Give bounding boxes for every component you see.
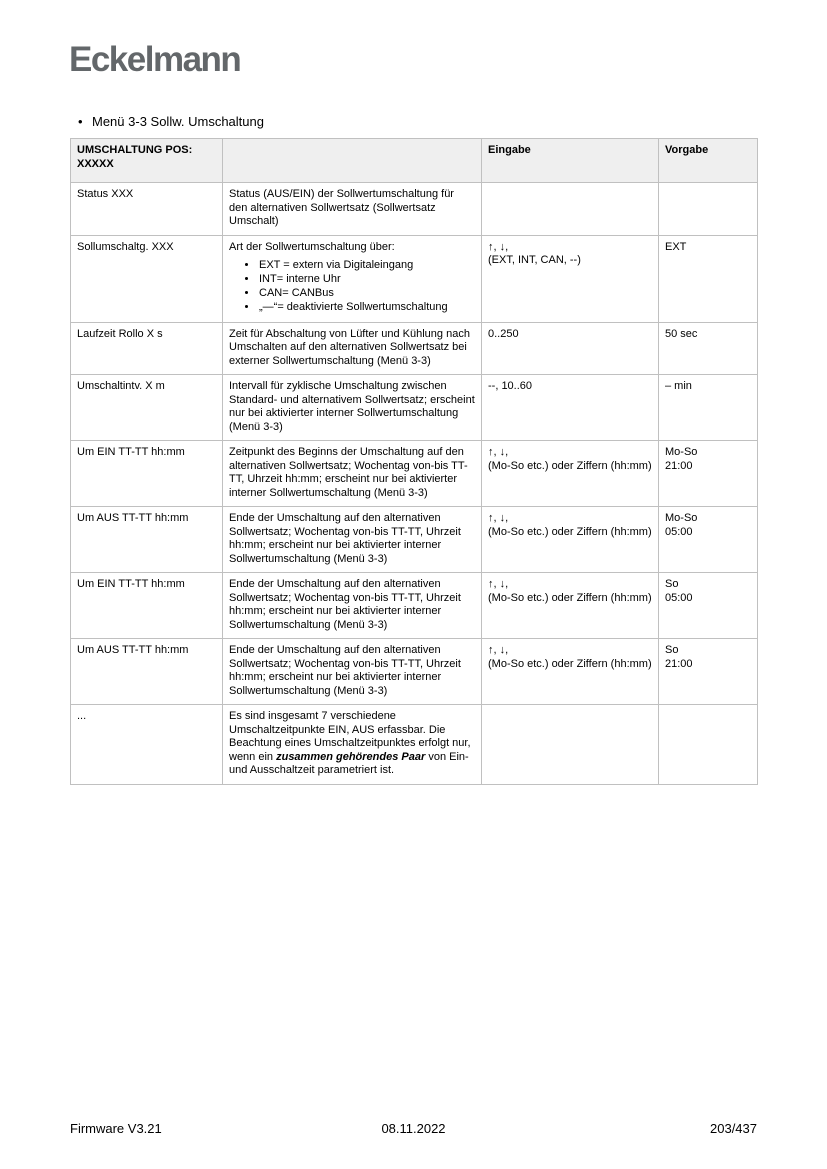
vorgabe-line: 50 sec — [665, 327, 698, 340]
description-cell — [223, 507, 482, 573]
description-bullet-item: • EXT = extern via Digitaleingang — [258, 259, 475, 273]
description-text: Ende der Umschaltung auf den alternativen Sollwertsatz; Wochentag von-bis TT-TT, Uhrzeit hh:mm; erscheint nur bei aktivierter interner Sollwertumschaltung (Menü 3-3) — [229, 512, 461, 565]
vorgabe-line: 05:00 — [665, 591, 693, 604]
footer-firmware-version: Firmware V3.21 — [70, 1121, 162, 1136]
eckelmann-logo: Eckelmann — [69, 40, 241, 79]
vorgabe-line: EXT — [665, 240, 687, 253]
description-cell — [223, 639, 482, 705]
eingabe-line: ↑, ↓, — [488, 512, 509, 524]
description-text: Zeitpunkt des Beginns der Umschaltung auf den alternativen Sollwertsatz; Wochentag von-bis TT-TT, Uhrzeit hh:mm; erscheint nur bei aktivierter interner Sollwertumschaltung (Menü 3-3) — [229, 446, 468, 499]
header-param-line1: UMSCHALTUNG POS: — [77, 144, 193, 156]
vorgabe-cell — [659, 573, 758, 639]
description-text: Ende der Umschaltung auf den alternativen Sollwertsatz; Wochentag von-bis TT-TT, Uhrzeit hh:mm; erscheint nur bei aktivierter interner Sollwertumschaltung (Menü 3-3) — [229, 644, 461, 697]
description-cell — [223, 322, 482, 375]
table-row — [71, 322, 758, 375]
eingabe-cell — [482, 507, 659, 573]
table-header-row — [71, 139, 758, 183]
header-cell-vorgabe: Vorgabe — [659, 139, 758, 183]
description-cell — [223, 183, 482, 236]
description-text: Intervall für zyklische Umschaltung zwischen Standard- und alternativem Sollwertsatz; erscheint nur bei aktivierter interner Sollwertumschaltung (Menü 3-3) — [229, 380, 475, 433]
header-cell-description — [223, 139, 482, 183]
vorgabe-cell — [659, 639, 758, 705]
header-cell-eingabe: Eingabe — [482, 139, 659, 183]
vorgabe-line: – min — [665, 380, 692, 392]
vorgabe-line: 05:00 — [665, 525, 693, 538]
description-text: Status (AUS/EIN) der Sollwertumschaltung für den alternativen Sollwertsatz (Sollwertsatz Umschalt) — [229, 188, 454, 227]
vorgabe-cell — [659, 441, 758, 507]
param-cell: Um AUS TT-TT hh:mm — [71, 507, 223, 573]
param-cell: Um AUS TT-TT hh:mm — [71, 639, 223, 705]
eingabe-cell — [482, 322, 659, 375]
eingabe-line: 0..250 — [488, 327, 519, 340]
description-segment: zusammen gehörendes Paar — [276, 750, 426, 763]
vorgabe-line: So — [665, 578, 679, 590]
table-row — [71, 441, 758, 507]
description-segment: von Ein- und Ausschaltzeit parametriert ist. — [229, 750, 469, 776]
footer-page-number: 203/437 — [710, 1121, 757, 1136]
description-bullet-item: • INT= interne Uhr — [258, 273, 475, 287]
description-cell — [223, 573, 482, 639]
description-cell — [223, 705, 482, 785]
eingabe-line: (Mo-So etc.) oder Ziffern (hh:mm) — [488, 657, 652, 670]
description-text: Art der Sollwertumschaltung über: — [229, 240, 395, 253]
description-text: Zeit für Abschaltung von Lüfter und Kühlung nach Umschalten auf den alternativen Sollwertsatz bei externer Sollwertumschaltung (Menü 3-3) — [229, 327, 470, 367]
table-row — [71, 705, 758, 785]
description-segment: Es sind insgesamt 7 verschiedene Umschaltzeitpunkte EIN, AUS erfassbar. Die Beachtung eines Umschaltzeitpunktes erfolgt nur, wenn ein — [229, 710, 471, 763]
param-cell: Sollumschaltg. XXX — [71, 235, 223, 322]
param-cell: Laufzeit Rollo X s — [71, 322, 223, 375]
description-text: Ende der Umschaltung auf den alternativen Sollwertsatz; Wochentag von-bis TT-TT, Uhrzeit hh:mm; erscheint nur bei aktivierter interner Sollwertumschaltung (Menü 3-3) — [229, 578, 461, 631]
eingabe-cell — [482, 573, 659, 639]
eingabe-line: (EXT, INT, CAN, --) — [488, 254, 581, 266]
table-row — [71, 507, 758, 573]
eingabe-line: (Mo-So etc.) oder Ziffern (hh:mm) — [488, 525, 652, 538]
eingabe-cell — [482, 441, 659, 507]
table-row — [71, 235, 758, 322]
parameter-table — [70, 138, 758, 785]
vorgabe-line: Mo-So — [665, 512, 698, 524]
table-body — [71, 183, 758, 785]
param-cell: Um EIN TT-TT hh:mm — [71, 573, 223, 639]
param-cell: Status XXX — [71, 183, 223, 236]
section-heading-text: Menü 3-3 Sollw. Umschaltung — [92, 114, 264, 129]
table-row — [71, 375, 758, 441]
eingabe-line: ↑, ↓, — [488, 578, 509, 590]
eingabe-line: ↑, ↓, — [488, 446, 509, 458]
eingabe-line: --, 10..60 — [488, 380, 533, 392]
eingabe-line: ↑, ↓, — [488, 644, 509, 656]
table-row — [71, 183, 758, 236]
header-cell-param — [71, 139, 223, 183]
vorgabe-line: 21:00 — [665, 459, 693, 472]
description-cell — [223, 375, 482, 441]
table-row — [71, 639, 758, 705]
eingabe-line: ↑, ↓, — [488, 240, 509, 253]
vorgabe-cell — [659, 235, 758, 322]
eingabe-line: (Mo-So etc.) oder Ziffern (hh:mm) — [488, 591, 652, 604]
description-bullet-list — [229, 259, 475, 315]
vorgabe-cell — [659, 183, 758, 236]
param-cell: Um EIN TT-TT hh:mm — [71, 441, 223, 507]
eingabe-line: (Mo-So etc.) oder Ziffern (hh:mm) — [488, 459, 652, 472]
section-heading — [78, 114, 264, 130]
header-param-line2: XXXXX — [77, 157, 114, 170]
eingabe-cell — [482, 375, 659, 441]
vorgabe-line: So — [665, 644, 679, 656]
eingabe-cell — [482, 183, 659, 236]
description-bullet-item: • CAN= CANBus — [258, 287, 475, 301]
footer-date: 08.11.2022 — [381, 1121, 446, 1136]
param-cell: Umschaltintv. X m — [71, 375, 223, 441]
vorgabe-cell — [659, 705, 758, 785]
bullet-marker: • — [78, 114, 83, 129]
description-cell — [223, 441, 482, 507]
table-row — [71, 573, 758, 639]
eingabe-cell — [482, 639, 659, 705]
param-cell: ... — [71, 705, 223, 785]
vorgabe-line: 21:00 — [665, 657, 693, 670]
description-cell — [223, 235, 482, 322]
description-bullet-item: • „—“= deaktivierte Sollwertumschaltung — [258, 301, 475, 315]
eingabe-cell — [482, 235, 659, 322]
vorgabe-cell — [659, 375, 758, 441]
vorgabe-cell — [659, 322, 758, 375]
eingabe-cell — [482, 705, 659, 785]
vorgabe-line: Mo-So — [665, 446, 698, 458]
vorgabe-cell — [659, 507, 758, 573]
